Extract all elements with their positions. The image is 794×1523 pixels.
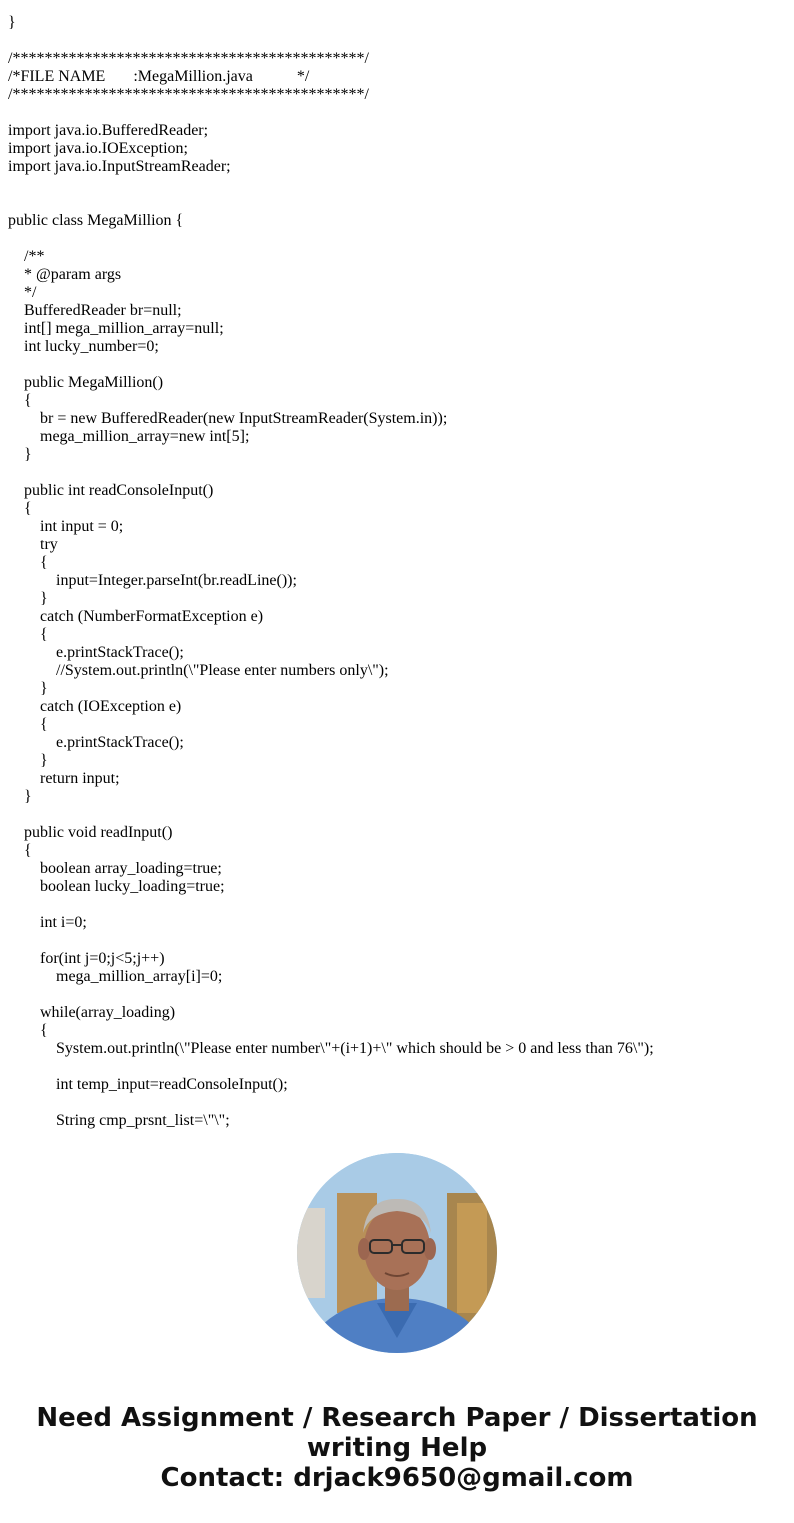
code-line: while(array_loading) bbox=[8, 1004, 176, 1021]
portrait-image bbox=[297, 1153, 497, 1353]
code-line: import java.io.InputStreamReader; bbox=[8, 158, 231, 175]
code-line: public void readInput() bbox=[8, 824, 173, 841]
code-line: mega_million_array=new int[5]; bbox=[8, 428, 250, 445]
code-line: /********************************************/ bbox=[8, 86, 369, 103]
code-line: } bbox=[8, 680, 48, 697]
code-line bbox=[8, 986, 654, 1004]
code-line bbox=[8, 932, 654, 950]
code-line: boolean array_loading=true; bbox=[8, 860, 222, 877]
code-line: BufferedReader br=null; bbox=[8, 302, 182, 319]
code-line: /*FILE NAME :MegaMillion.java */ bbox=[8, 68, 310, 85]
code-line: //System.out.println(\"Please enter numbers only\"); bbox=[8, 662, 389, 679]
code-line: */ bbox=[8, 284, 37, 301]
contact-banner bbox=[0, 1403, 794, 1493]
code-line: } bbox=[8, 14, 16, 31]
code-line: } bbox=[8, 446, 32, 463]
cta-line-2: writing Help bbox=[306, 1433, 488, 1463]
code-line: { bbox=[8, 716, 48, 733]
cta-line-3: Contact: drjack9650@gmail.com bbox=[160, 1463, 634, 1493]
code-line: for(int j=0;j<5;j++) bbox=[8, 950, 165, 967]
code-line: int i=0; bbox=[8, 914, 87, 931]
cta-line-1: Need Assignment / Research Paper / Dissertation bbox=[36, 1403, 758, 1433]
code-listing bbox=[8, 14, 654, 1130]
code-line: catch (IOException e) bbox=[8, 698, 182, 715]
code-line bbox=[8, 806, 654, 824]
code-line: catch (NumberFormatException e) bbox=[8, 608, 264, 625]
code-line bbox=[8, 176, 654, 194]
code-line: { bbox=[8, 626, 48, 643]
code-line: import java.io.BufferedReader; bbox=[8, 122, 209, 139]
code-line: boolean lucky_loading=true; bbox=[8, 878, 225, 895]
code-line: e.printStackTrace(); bbox=[8, 644, 184, 661]
code-line: } bbox=[8, 752, 48, 769]
code-line bbox=[8, 1058, 654, 1076]
code-line: /********************************************/ bbox=[8, 50, 369, 67]
code-line bbox=[8, 464, 654, 482]
code-line: String cmp_prsnt_list=\"\"; bbox=[8, 1112, 230, 1129]
code-line bbox=[8, 104, 654, 122]
code-line: mega_million_array[i]=0; bbox=[8, 968, 223, 985]
code-line: int temp_input=readConsoleInput(); bbox=[8, 1076, 288, 1093]
code-line: { bbox=[8, 842, 32, 859]
code-line bbox=[8, 896, 654, 914]
code-line: try bbox=[8, 536, 58, 553]
code-line bbox=[8, 356, 654, 374]
code-line: input=Integer.parseInt(br.readLine()); bbox=[8, 572, 297, 589]
code-line: e.printStackTrace(); bbox=[8, 734, 184, 751]
code-line: public int readConsoleInput() bbox=[8, 482, 214, 499]
code-line: br = new BufferedReader(new InputStreamReader(System.in)); bbox=[8, 410, 448, 427]
code-line: { bbox=[8, 1022, 48, 1039]
code-line bbox=[8, 230, 654, 248]
code-line: int input = 0; bbox=[8, 518, 124, 535]
code-line: { bbox=[8, 554, 48, 571]
code-line: { bbox=[8, 392, 32, 409]
code-line: * @param args bbox=[8, 266, 122, 283]
code-line: } bbox=[8, 788, 32, 805]
code-line: int[] mega_million_array=null; bbox=[8, 320, 224, 337]
code-line: System.out.println(\"Please enter number\"+(i+1)+\" which should be > 0 and less than 76\"); bbox=[8, 1040, 654, 1057]
code-line bbox=[8, 194, 654, 212]
code-line: { bbox=[8, 500, 32, 517]
code-line bbox=[8, 1094, 654, 1112]
code-line: return input; bbox=[8, 770, 120, 787]
code-line bbox=[8, 32, 654, 50]
code-line: int lucky_number=0; bbox=[8, 338, 159, 355]
code-line: import java.io.IOException; bbox=[8, 140, 188, 157]
code-line: public class MegaMillion { bbox=[8, 212, 184, 229]
code-line: /** bbox=[8, 248, 45, 265]
code-line: public MegaMillion() bbox=[8, 374, 164, 391]
author-avatar bbox=[297, 1153, 497, 1353]
code-line: } bbox=[8, 590, 48, 607]
